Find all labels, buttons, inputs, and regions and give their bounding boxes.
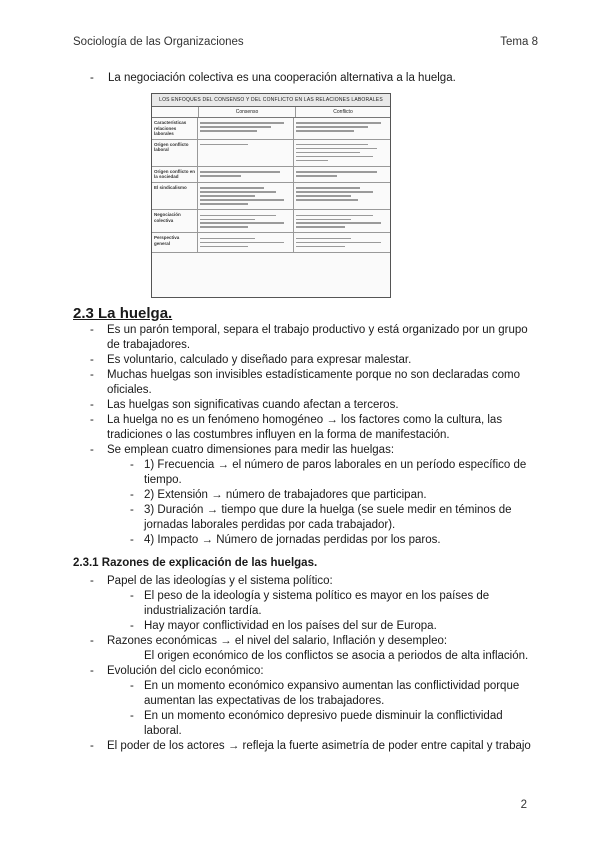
header-title: Sociología de las Organizaciones [73, 36, 244, 48]
table-text-line [200, 144, 248, 146]
list-item [73, 634, 543, 649]
list-item [73, 323, 543, 353]
bullet-marker: - [90, 575, 94, 587]
list-item-text: Las huelgas son significativas cuando afectan a terceros. [107, 399, 399, 411]
table-text-line [200, 219, 255, 221]
subsection-list [73, 574, 543, 754]
table-text-line [200, 203, 248, 205]
list-item-text: El origen económico de los conflictos se asocia a periodos de alta inflación. [144, 650, 529, 662]
list-item-text: Es voluntario, calculado y diseñado para expresar malestar. [107, 354, 412, 366]
table-row [152, 167, 390, 183]
sub-list-item [73, 488, 543, 503]
table-text-line [296, 219, 351, 221]
intro-text: La negociación colectiva es una cooperación alternativa a la huelga. [108, 72, 456, 84]
table-text-line [200, 171, 280, 173]
bullet-marker: - [90, 324, 94, 336]
table-title: LOS ENFOQUES DEL CONSENSO Y DEL CONFLICTO EN LAS RELACIONES LABORALES [152, 94, 390, 107]
table-row [152, 118, 390, 140]
table-text-line [296, 175, 337, 177]
table-text-line [296, 148, 377, 150]
table-row-label: Negociación colectiva [152, 210, 198, 232]
list-item [73, 574, 543, 589]
table-cell-consenso [198, 210, 294, 232]
bullet-marker: - [130, 459, 134, 471]
table-text-line [200, 126, 271, 128]
bullet-marker: - [90, 369, 94, 381]
bullet-marker: - [130, 489, 134, 501]
table-text-line [200, 238, 255, 240]
list-item-text: Se emplean cuatro dimensiones para medir las huelgas: [107, 444, 395, 456]
table-text-line [296, 242, 381, 244]
list-item-text: Muchas huelgas son invisibles estadísticamente porque no son declaradas como oficiales. [107, 369, 520, 396]
table-text-line [296, 130, 354, 132]
list-item [73, 443, 543, 458]
bullet-marker: - [90, 414, 94, 426]
table-text-line [200, 195, 255, 197]
table-text-line [296, 222, 381, 224]
table-text-line [296, 199, 358, 201]
table-cell-conflicto [294, 183, 390, 209]
sub-list-item [73, 533, 543, 548]
table-cell-conflicto [294, 233, 390, 251]
intro-bullet [90, 72, 456, 84]
list-item-text: Razones económicas → el nivel del salario, Inflación y desempleo: [107, 635, 448, 647]
table-row-label: Perspectiva general [152, 233, 198, 251]
bullet-marker: - [90, 635, 94, 647]
table-text-line [200, 215, 276, 217]
table-text-line [200, 130, 257, 132]
bullet-marker: - [130, 590, 134, 602]
table-text-line [296, 195, 351, 197]
table-cell-consenso [198, 233, 294, 251]
table-text-line [296, 144, 368, 146]
table-cell-consenso [198, 118, 294, 139]
table-text-line [296, 156, 373, 158]
list-item [73, 398, 543, 413]
bullet-marker: - [130, 534, 134, 546]
list-item-text: 1) Frecuencia → el número de paros laborales en un período específico de tiempo. [144, 459, 527, 486]
list-item-text: En un momento económico depresivo puede disminuir la conflictividad laboral. [144, 710, 503, 737]
section-title: 2.3 La huelga. [73, 305, 173, 322]
table-cell-consenso [198, 183, 294, 209]
table-header-conflicto: Conflicto [333, 109, 353, 115]
table-cell-consenso [198, 167, 294, 182]
table-header-consenso: Consenso [199, 107, 296, 117]
bullet-marker: - [90, 665, 94, 677]
header-topic: Tema 8 [500, 36, 538, 48]
table-text-line [296, 191, 373, 193]
section-list [73, 323, 543, 548]
table-text-line [296, 246, 345, 248]
bullet-marker: - [130, 504, 134, 516]
table-text-line [200, 226, 248, 228]
table-row-label: El sindicalismo [152, 183, 198, 209]
bullet-marker: - [90, 740, 94, 752]
table-text-line [296, 160, 328, 162]
table-cell-conflicto [294, 140, 390, 166]
list-item-text: Papel de las ideologías y el sistema político: [107, 575, 333, 587]
bullet-marker: - [130, 710, 134, 722]
table-row [152, 140, 390, 167]
bullet-marker: - [130, 620, 134, 632]
sub-list-item [73, 503, 543, 533]
consensus-conflict-table-image [151, 93, 391, 298]
bullet-marker: - [130, 680, 134, 692]
list-item-text: Evolución del ciclo económico: [107, 665, 264, 677]
sub-list-item [73, 679, 543, 709]
table-text-line [200, 246, 248, 248]
list-item [73, 353, 543, 368]
bullet-marker: - [90, 399, 94, 411]
table-text-line [200, 222, 284, 224]
table-text-line [296, 226, 345, 228]
list-item-text: El poder de los actores → refleja la fuerte asimetría de poder entre capital y trabajo [107, 740, 531, 752]
table-cell-consenso [198, 140, 294, 166]
list-item [73, 368, 543, 398]
list-item [73, 739, 543, 754]
table-row-label: Características relaciones laborales [152, 118, 198, 139]
table-text-line [296, 152, 360, 154]
table-text-line [200, 187, 264, 189]
sub-list-item [73, 619, 543, 634]
subsection-title: 2.3.1 Razones de explicación de las huelgas. [73, 557, 318, 569]
list-item-text: La huelga no es un fenómeno homogéneo → los factores como la cultura, las tradiciones o las costumbres influyen en la forma de manifestación. [107, 414, 503, 441]
list-item-text: 2) Extensión → número de trabajadores que participan. [144, 489, 427, 501]
sub-list-item [73, 458, 543, 488]
list-item-text: Hay mayor conflictividad en los países del sur de Europa. [144, 620, 437, 632]
sub-list-item [73, 709, 543, 739]
sub-list-item [73, 589, 543, 619]
table-text-line [200, 175, 241, 177]
list-item-text: 4) Impacto → Número de jornadas perdidas por los paros. [144, 534, 441, 546]
table-header-row [152, 107, 390, 118]
sub-list-item [73, 649, 543, 664]
table-row [152, 233, 390, 252]
list-item [73, 413, 543, 443]
page-number: 2 [520, 799, 527, 811]
list-item-text: 3) Duración → tiempo que dure la huelga (se suele medir en téminos de jornadas laborales perdidas por cada trabajador). [144, 504, 512, 531]
table-text-line [296, 122, 381, 124]
table-text-line [200, 242, 284, 244]
list-item [73, 664, 543, 679]
table-row-label: Origen conflicto laboral [152, 140, 198, 166]
bullet-marker: - [90, 444, 94, 456]
table-body [152, 118, 390, 253]
table-text-line [200, 191, 276, 193]
list-item-text: En un momento económico expansivo aumentan las conflictividad porque aumentan las expectativas de los trabajadores. [144, 680, 520, 707]
table-text-line [296, 187, 360, 189]
table-text-line [200, 122, 284, 124]
bullet-marker: - [90, 72, 94, 84]
table-row-label: Origen conflicto en la sociedad [152, 167, 198, 182]
list-item-text: El peso de la ideología y sistema político es mayor en los países de industrialización tardía. [144, 590, 490, 617]
table-text-line [296, 238, 351, 240]
table-cell-conflicto [294, 118, 390, 139]
bullet-marker: - [90, 354, 94, 366]
list-item-text: Es un parón temporal, separa el trabajo productivo y está organizado por un grupo de trabajadores. [107, 324, 528, 351]
table-text-line [296, 126, 368, 128]
table-text-line [296, 171, 377, 173]
table-row [152, 183, 390, 210]
table-header-blank [152, 107, 199, 117]
table-text-line [296, 215, 373, 217]
table-row [152, 210, 390, 233]
table-text-line [200, 199, 284, 201]
table-cell-conflicto [294, 210, 390, 232]
table-cell-conflicto [294, 167, 390, 182]
